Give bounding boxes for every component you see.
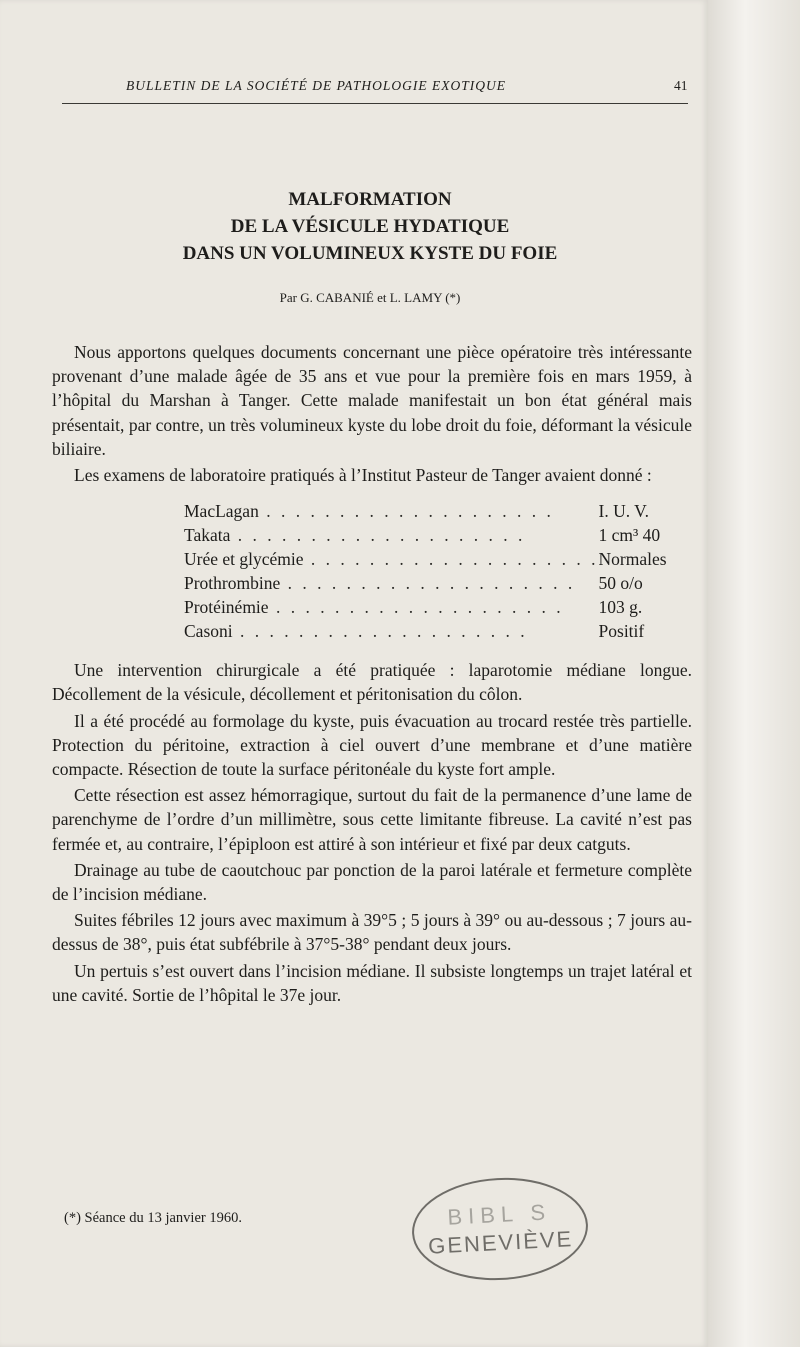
- lab-test-name: Protéinémie . . .: [182, 595, 599, 619]
- body-paragraph: Une intervention chirurgicale a été pratiquée : laparotomie médiane longue. Décollement de la vésicule, décollement et péritonisation du côlon.: [52, 660, 692, 705]
- article-title: [62, 186, 678, 267]
- body-paragraph: Les examens de laboratoire pratiqués à l’Institut Pasteur de Tanger avaient donné :: [74, 465, 652, 486]
- lab-test-name: MacLagan . . .: [182, 499, 599, 523]
- lab-test-name: Prothrombine . . .: [182, 571, 599, 595]
- stamp-line: BIBL S: [446, 1199, 552, 1230]
- page-number: 41: [674, 78, 688, 93]
- library-stamp: [409, 1173, 590, 1284]
- table-row: [182, 571, 667, 595]
- lab-test-result: Positif: [598, 621, 645, 642]
- table-row: [182, 499, 667, 523]
- running-head: BULLETIN DE LA SOCIÉTÉ DE PATHOLOGIE EXOTIQUE: [126, 78, 507, 93]
- table-row: [182, 547, 667, 571]
- body-paragraph: Nous apportons quelques documents concernant une pièce opératoire très intéressante provenant d’une malade âgée de 35 ans et vue pour la première fois en mars 1959, à l’hôpital du Marshan à Tanger. Cette malade manifestait un bon état général mais présentait, par contre, un très volumineux kyste du lobe droit du foie, déformant la vésicule biliaire.: [52, 342, 692, 459]
- lab-test-name: Urée et glycémie . . .: [182, 547, 599, 571]
- lab-test-result: 50 o/o: [598, 573, 643, 594]
- lab-test-result: I. U. V.: [598, 501, 649, 522]
- title-line: MALFORMATION: [288, 189, 452, 210]
- lab-test-result: Normales: [598, 549, 667, 570]
- header-rule: [62, 103, 688, 104]
- lab-test-name: Takata . . .: [182, 523, 599, 547]
- lab-test-result: 1 cm³ 40: [598, 525, 661, 546]
- table-row: [182, 619, 667, 643]
- stamp-line: GENEVIÈVE: [427, 1226, 574, 1259]
- article-body: [52, 340, 692, 1009]
- lab-test-name: Casoni . . .: [182, 619, 599, 643]
- table-row: [182, 595, 667, 619]
- body-paragraph: Cette résection est assez hémorragique, surtout du fait de la permanence d’une lame de parenchyme de l’ordre d’un millimètre, sous cette limitante fibreuse. La cavité n’est pas fermée et, au contraire, l’épiploon est attiré à son intérieur et fixé par deux catguts.: [52, 785, 692, 854]
- article-authors: Par G. CABANIÉ et L. LAMY (*): [279, 290, 461, 305]
- footnote: (*) Séance du 13 janvier 1960.: [64, 1210, 242, 1226]
- title-line: DE LA VÉSICULE HYDATIQUE: [230, 216, 510, 237]
- lab-test-result: 103 g.: [598, 597, 643, 618]
- body-paragraph: Il a été procédé au formolage du kyste, puis évacuation au trocard restée très partielle. Protection du péritoine, extraction à ciel ouvert d’une membrane et d’une matière compacte. Résection de toute la surface péritonéale du kyste fort ample.: [52, 710, 692, 780]
- body-paragraph: Un pertuis s’est ouvert dans l’incision médiane. Il subsiste longtemps un trajet latéral et une cavité. Sortie de l’hôpital le 37e jour.: [52, 960, 692, 1005]
- body-paragraph: Suites fébriles 12 jours avec maximum à 39°5 ; 5 jours à 39° ou au-dessous ; 7 jours au-dessus de 38°, puis état subfébrile à 37°5-38° pendant deux jours.: [52, 910, 692, 955]
- lab-results-table: [182, 499, 667, 643]
- title-line: DANS UN VOLUMINEUX KYSTE DU FOIE: [182, 243, 558, 264]
- page-edge: [708, 0, 800, 1347]
- table-row: [182, 523, 667, 547]
- body-paragraph: Drainage au tube de caoutchouc par ponction de la paroi latérale et fermeture complète de l’incision médiane.: [52, 859, 692, 905]
